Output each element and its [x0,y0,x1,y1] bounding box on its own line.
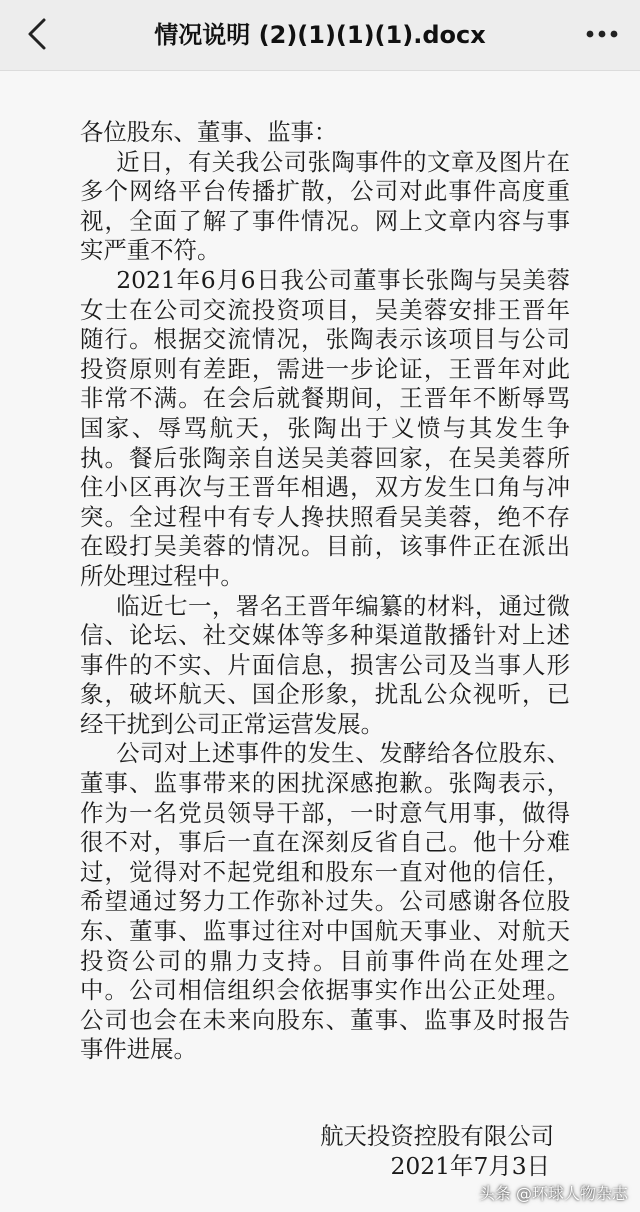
signature-date: 2021年7月3日 [390,1152,550,1180]
paragraph-4: 公司对上述事件的发生、发酵给各位股东、董事、监事带来的困扰深感抱歉。张陶表示，作为一名党员领导干部，一时意气用事，做得很不对，事后一直在深刻反省自己。他十分难过，觉得对不起党组和股东一直对他的信任，希望通过努力工作弥补过失。公司感谢各位股东、董事、监事过往对中国航天事业、对航天投资公司的鼎力支持。目前事件尚在处理之中。公司相信组织会依据事实作出公正处理。公司也会在未来向股东、董事、监事及时报告事件进展。 [80,739,570,1064]
salutation: 各位股东、董事、监事： [80,118,338,146]
paragraph-1: 近日，有关我公司张陶事件的文章及图片在多个网络平台传播扩散，公司对此事件高度重视，全面了解了事件情况。网上文章内容与事实严重不符。 [80,147,570,265]
back-button[interactable] [14,10,62,58]
more-button[interactable] [578,10,626,58]
document-title: 情况说明 (2)(1)(1)(1).docx [154,21,486,49]
top-bar [0,0,640,71]
paragraph-3: 临近七一，署名王晋年编纂的材料，通过微信、论坛、社交媒体等多种渠道散播针对上述事件的不实、片面信息，损害公司及当事人形象，破坏航天、国企形象，扰乱公众视听，已经干扰到公司正常运营发展。 [80,591,570,738]
more-horizontal-icon [578,10,626,58]
chevron-left-icon [14,10,62,58]
signature-company: 航天投资控股有限公司 [320,1122,554,1150]
signature-block [320,1121,554,1181]
watermark: 头条 @环球人物杂志 [478,1184,628,1203]
document-body [80,118,570,1065]
paragraph-2: 2021年6月6日我公司董事长张陶与吴美蓉女士在公司交流投资项目，吴美蓉安排王晋年随行。根据交流情况，张陶表示该项目与公司投资原则有差距，需进一步论证，王晋年对此非常不满。在会后就餐期间，王晋年不断辱骂国家、辱骂航天，张陶出于义愤与其发生争执。餐后张陶亲自送吴美蓉回家，在吴美蓉所住小区再次与王晋年相遇，双方发生口角与冲突。全过程中有专人搀扶照看吴美蓉，绝不存在殴打吴美蓉的情况。目前，该事件正在派出所处理过程中。 [80,265,570,590]
